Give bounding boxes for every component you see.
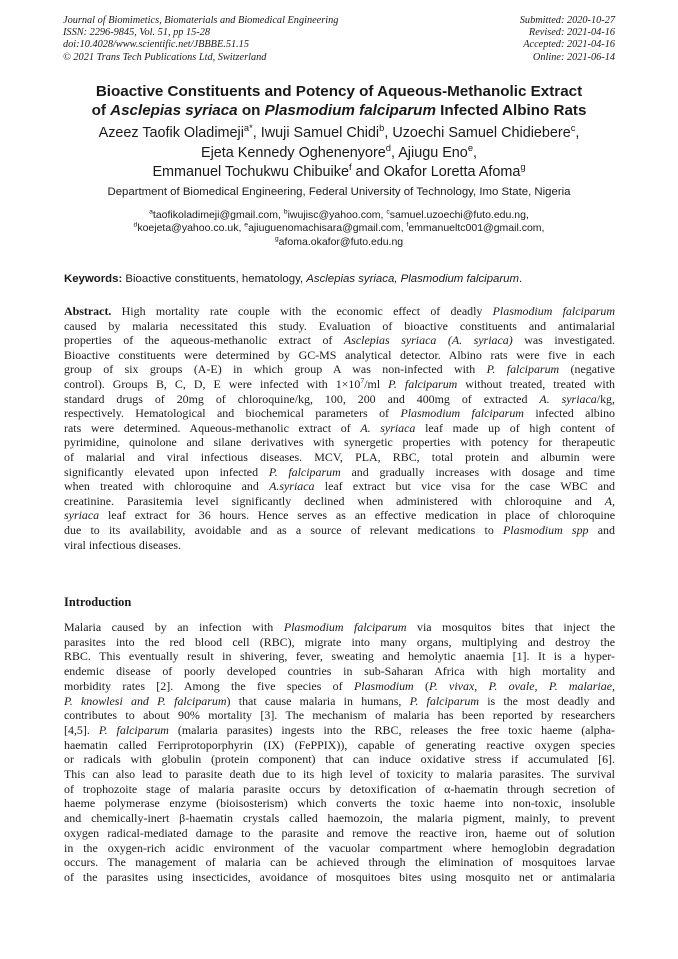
- journal-copyright: © 2021 Trans Tech Publications Ltd, Switzerland: [63, 51, 267, 63]
- text: due to its availability, avoidable and as a source of relevant medications to: [64, 522, 504, 537]
- author-line: [30, 144, 648, 164]
- author-sep: ,: [473, 144, 478, 161]
- abstract-line: [64, 421, 615, 436]
- text: (negative: [559, 362, 615, 377]
- abstract-line: pyrimidine, quinolone and silane derivatives with synergetic properties with potency for therapeutic: [64, 435, 615, 450]
- paper-title: [40, 82, 638, 120]
- text: infected albino: [523, 406, 616, 421]
- italic-text: syriaca: [64, 508, 100, 523]
- italic-text: Plasmodium: [353, 678, 414, 693]
- email-mark: c: [386, 208, 390, 216]
- text: respectively. Hematological and biochemical parameters of: [64, 406, 401, 421]
- author-name: Ejeta Kennedy Oghenenyore: [200, 144, 386, 161]
- text: significantly elevated upon infected: [64, 464, 269, 479]
- abstract-line: caused by malaria necessitated this study. Evaluation of bioactive constituents and antimalarial: [64, 318, 615, 333]
- text: [4,5].: [64, 722, 99, 737]
- text: leaf extract but vice visa for the case WBC and: [314, 479, 616, 494]
- email-mark: g: [274, 235, 279, 243]
- intro-line: [64, 679, 615, 694]
- intro-line: [64, 723, 615, 738]
- abstract-line: [64, 494, 615, 509]
- email-address[interactable]: ajiuguenomachisara@gmail.com,: [248, 222, 407, 235]
- italic-text: P. falciparum: [388, 376, 458, 391]
- publication-dates: [520, 15, 615, 64]
- intro-line: contributes to about 90% mortality [3]. The mechanism of malaria has been reported by researchers: [64, 708, 615, 723]
- abstract-line: [64, 333, 615, 348]
- intro-line: RBC. This eventually result in shivering, fever, sweating and hemolytic anaemia [1]. It is a hyper-: [64, 649, 615, 664]
- italic-text: Plasmodium falciparum: [283, 620, 407, 634]
- email-address[interactable]: emmanueltc001@gmail.com,: [408, 222, 545, 235]
- text: standard drugs of 20mg of chloroquine/kg, 100, 200 and 400mg of extracted: [64, 391, 540, 406]
- keywords: [64, 273, 615, 285]
- author-name: , Ajiugu Eno: [391, 144, 468, 161]
- text: control). Groups B, C, D, E were infected with 1×10: [64, 376, 361, 391]
- email-address[interactable]: taofikoladimeji@gmail.com,: [152, 209, 284, 221]
- italic-text: Plasmodium falciparum: [400, 406, 524, 421]
- abstract-line: Bioactive constituents were determined by GC-MS analytical detector. Albino rats were five in each: [64, 347, 615, 362]
- author-list: [30, 124, 648, 183]
- date-revised: Revised: 2021-04-16: [528, 27, 615, 39]
- abstract-line: [64, 304, 615, 319]
- email-address[interactable]: koejeta@yahoo.co.uk,: [137, 222, 245, 235]
- title-parasite: Plasmodium falciparum: [264, 102, 436, 119]
- author-name: Emmanuel Tochukwu Chibuike: [152, 164, 349, 180]
- abstract-line: [64, 479, 615, 494]
- italic-text: A.syriaca: [269, 479, 315, 494]
- abstract-line: [64, 465, 615, 480]
- title-text: on: [237, 102, 265, 119]
- author-name: and Okafor Loretta Afoma: [351, 164, 521, 180]
- author-name: , Iwuji Samuel Chidi: [252, 125, 380, 141]
- italic-text: A,: [604, 493, 615, 508]
- intro-line: in the oxygen-rich acidic environment of the vacuolar compartment where hemoglobin degradation: [64, 840, 615, 855]
- italic-text: A. syriaca: [539, 391, 597, 406]
- author-affil-mark: e: [467, 142, 474, 153]
- email-mark: a: [149, 208, 153, 216]
- abstract-line: [64, 392, 615, 407]
- keywords-text: Bioactive constituents, hematology,: [122, 273, 307, 285]
- author-sep: ,: [575, 125, 580, 141]
- text: is the most deadly and: [478, 693, 615, 708]
- intro-line: and chemically-inert β-haematin crystals called haemozoin, the malaria pigment, mainly, to prevent: [64, 811, 615, 826]
- italic-text: P. falciparum: [98, 722, 169, 737]
- intro-line: [64, 694, 615, 709]
- intro-line: of the parasites using insecticides, avoidance of mosquitoes bites using mosquito net or antimalaria: [64, 869, 615, 884]
- italic-text: P. knowlesi and P. falciparum: [64, 693, 227, 708]
- italic-text: P. falciparum: [486, 362, 560, 377]
- italic-text: Plasmodium spp: [503, 522, 589, 537]
- email-address[interactable]: iwujisc@yahoo.com,: [287, 209, 387, 221]
- author-emails: [30, 209, 648, 249]
- abstract-line: [64, 406, 615, 421]
- abstract-line: [64, 377, 615, 392]
- author-line: [30, 163, 648, 183]
- journal-name: Journal of Biomimetics, Biomaterials and Biomedical Engineering: [63, 15, 339, 26]
- text: ) that cause malaria in humans,: [226, 693, 410, 708]
- email-address[interactable]: samuel.uzoechi@futo.edu.ng,: [389, 209, 529, 221]
- author-affil-mark: c: [570, 123, 576, 134]
- title-line-1: Bioactive Constituents and Potency of Aqueous-Methanolic Extract: [95, 83, 583, 100]
- text: group of six groups (A-E) in which group A was non-infected with: [64, 362, 487, 377]
- email-line: [30, 209, 648, 222]
- date-submitted: Submitted: 2020-10-27: [519, 15, 615, 26]
- italic-text: Asclepias syriaca (A. syriaca): [343, 333, 513, 348]
- abstract-line: viral infectious diseases.: [64, 537, 182, 552]
- intro-line: endemic disease of poorly developed countries in sub-Saharan Africa with high mortality and: [64, 664, 615, 679]
- intro-line: of trophozoite stage of malaria parasite occurs by detoxification of α-haematin through secretion of: [64, 781, 615, 796]
- intro-line: parasites into the red blood cell (RBC), migrate into many organs, multiplying and destroy the: [64, 634, 615, 649]
- italic-text: A. syriaca: [360, 420, 416, 435]
- keywords-parasite: Plasmodium falciparum: [400, 273, 520, 285]
- journal-doi: doi:10.4028/www.scientific.net/JBBBE.51.15: [63, 39, 249, 51]
- intro-line: occurs. The management of malaria can be achieved through the elimination of mosquitoes larvae: [64, 855, 615, 870]
- italic-text: P. falciparum: [268, 464, 341, 479]
- author-affil-mark: f: [348, 162, 352, 173]
- italic-text: P. falciparum: [409, 693, 479, 708]
- abstract-line: [64, 508, 615, 523]
- title-text: Infected Albino Rats: [435, 102, 587, 119]
- italic-text: P. vivax, P. ovale, P. malariae,: [428, 678, 615, 693]
- intro-line: haeme polymerase enzyme (bioisosterism) which converts the toxic haeme into non-toxic, insoluble: [64, 796, 615, 811]
- abstract-label: Abstract.: [64, 304, 112, 318]
- text: (: [413, 678, 429, 693]
- email-address[interactable]: afoma.okafor@futo.edu.ng: [278, 235, 404, 248]
- abstract: [64, 304, 615, 552]
- text: leaf extract for 36 hours. Hence serves as an effective medication in place of chloroquine: [99, 508, 615, 523]
- date-online: Online: 2021-06-14: [532, 51, 615, 63]
- superscript: 7: [360, 375, 365, 385]
- title-species: Asclepias syriaca: [110, 102, 238, 119]
- affiliation: Department of Biomedical Engineering, Federal University of Technology, Imo State, Nigeria: [107, 186, 571, 198]
- intro-line: or radicals with globulin (protein component) that can induce oxidative stress if accumulated [6].: [64, 752, 615, 767]
- email-mark: e: [244, 221, 249, 229]
- journal-issn: ISSN: 2296-9845, Vol. 51, pp 15-28: [63, 27, 211, 39]
- text: and: [588, 522, 615, 537]
- abstract-line: [64, 523, 615, 538]
- date-accepted: Accepted: 2021-04-16: [523, 39, 615, 51]
- author-affil-mark: d: [385, 142, 391, 153]
- author-affil-mark: a*: [243, 123, 253, 134]
- title-line-2: [40, 101, 638, 120]
- text: via mosquitos bites that inject the: [406, 620, 616, 634]
- intro-line: haematin called Ferriprotoporphyrin (IX) (FePPIX)), capable of generating reactive oxygen species: [64, 737, 615, 752]
- text: and gradually increases with dosage and time: [340, 464, 615, 479]
- author-name: Azeez Taofik Oladimeji: [98, 125, 244, 141]
- text: when treated with chloroquine and: [64, 479, 270, 494]
- keywords-species: Asclepias syriaca,: [306, 273, 398, 285]
- text: /ml: [364, 376, 389, 391]
- text: High mortality rate couple with the economic effect of deadly: [111, 304, 493, 318]
- email-line: [30, 222, 648, 235]
- email-mark: b: [283, 208, 288, 216]
- text: /kg,: [596, 391, 615, 406]
- text: morbidity rates [2]. Among the five species of: [64, 678, 354, 693]
- italic-text: Plasmodium falciparum: [492, 304, 615, 318]
- email-mark: d: [133, 221, 138, 229]
- title-text: of: [91, 102, 111, 119]
- abstract-line: [64, 362, 615, 377]
- text: rats were determined. Aqueous-methanolic extract of: [64, 420, 361, 435]
- text: without treated, treated with: [457, 376, 615, 391]
- email-line: [30, 236, 648, 249]
- text: was investigated.: [512, 333, 616, 348]
- text: leaf made up of high content of: [415, 420, 615, 435]
- author-affil-mark: g: [520, 162, 526, 173]
- section-heading-introduction: Introduction: [64, 595, 132, 609]
- text: creatinine. Parasitemia level significantly declined when administered with chloroquine and: [64, 493, 605, 508]
- keywords-label: Keywords:: [64, 273, 123, 285]
- intro-line: This can also lead to parasite death due to its high level of toxicity to malaria parasites. The survival: [64, 767, 615, 782]
- author-affil-mark: b: [379, 123, 385, 134]
- introduction-body: [64, 620, 615, 885]
- text: properties of the aqueous-methanolic extract of: [64, 333, 344, 348]
- email-mark: f: [406, 221, 409, 229]
- text: (malaria parasites) ingests into the RBC, releases the free toxic haeme (alpha-: [168, 722, 615, 737]
- journal-info: [63, 15, 338, 64]
- text: Malaria caused by an infection with: [64, 620, 284, 634]
- intro-line: oxygen radical-mediated damage to the parasite and remove the reactive iron, haeme out of solution: [64, 825, 615, 840]
- author-name: , Uzoechi Samuel Chidiebere: [384, 125, 571, 141]
- author-line: [30, 124, 648, 144]
- abstract-line: of malarial and viral infectious diseases. MCV, PLA, RBC, total protein and albumin were: [64, 449, 615, 464]
- intro-line: [64, 620, 615, 635]
- keywords-text: .: [519, 273, 523, 285]
